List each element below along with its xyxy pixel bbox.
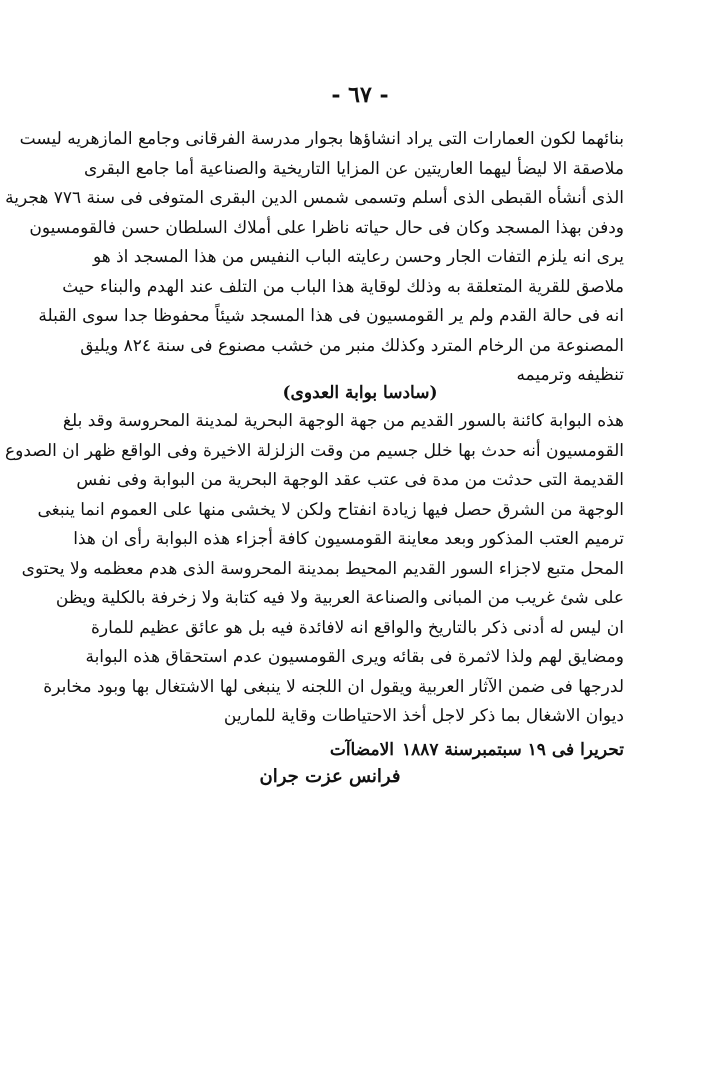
signatures-label: الامضاآت	[329, 740, 394, 760]
signer-name: فرانس عزت جران	[259, 766, 401, 787]
text-line: المحل متبع لاجزاء السور القديم المحيط بمدينة المحروسة الذى هدم معظمه ولا يحتوى	[21, 558, 624, 579]
text-line: الوجهة من الشرق حصل فيها زيادة انفتاح ولكن لا يخشى منها على العموم انما ينبغى	[37, 499, 624, 520]
text-line: ترميم العتب المذكور وبعد معاينة القومسيون كافة أجزاء هذه البوابة رأى ان هذا	[73, 529, 624, 549]
text-line: ومضايق لهم ولذا لاثمرة فى بقائه ويرى القومسيون عدم استحقاق هذه البوابة	[85, 647, 624, 667]
page-number: - ٦٧ -	[331, 82, 389, 108]
text-line: القومسيون أنه حدث بها خلل جسيم من وقت الزلزلة الاخيرة وفى الواقع ظهر ان الصدوع	[4, 440, 624, 461]
section-one-paragraph	[5, 125, 624, 391]
text-line: بنائهما لكون العمارات التى يراد انشاؤها بجوار مدرسة الفرقانى وجامع المازهريه ليست	[19, 129, 624, 149]
text-line: ملاصق للقرية المتعلقة به وذلك لوقاية هذا الباب من التلف عند الهدم والبناء حيث	[62, 276, 624, 297]
text-line: المصنوعة من الرخام المترد وكذلك منبر من خشب مصنوع فى سنة ٨٢٤ ويليق	[80, 335, 624, 356]
text-line: ودفن بهذا المسجد وكان فى حال حياته ناظرا على أملاك السلطان حسن فالقومسيون	[29, 217, 624, 238]
text-line: تنظيفه وترميمه	[516, 365, 624, 385]
text-line: على شئ غريب من المبانى والصناعة العربية ولا فيه كتابة ولا زخرفة بالكلية ويظن	[55, 588, 624, 608]
text-line: ديوان الاشغال بما ذكر لاجل أخذ الاحتياطات وقاية للمارين	[223, 706, 624, 726]
section-two-paragraph	[4, 407, 624, 732]
text-line: هذه البوابة كائنة بالسور القديم من جهة الوجهة البحرية لمدينة المحروسة وقد بلغ	[62, 411, 624, 431]
text-line: لدرجها فى ضمن الآثار العربية ويقول ان اللجنه لا ينبغى لها الاشتغال بها وبود مخابرة	[43, 676, 624, 697]
text-line: ملاصقة الا ليضأ ليهما العاريتين عن المزايا التاريخية والصناعية أما جامع البقرى	[84, 158, 624, 179]
text-line: انه فى حالة القدم ولم ير القومسيون فى هذا المسجد شيئاً محفوظا جدا سوى القبلة	[38, 306, 624, 326]
section-heading: (سادسا بوابة العدوى)	[282, 383, 438, 403]
text-line: الذى أنشأه القبطى الذى أسلم وتسمى شمس الدين البقرى المتوفى فى سنة ٧٧٦ هجرية	[5, 188, 624, 208]
text-line: يرى انه يلزم التفات الجار وحسن رعايته الباب النفيس من هذا المسجد اذ هو	[92, 247, 624, 267]
text-line: القديمة التى حدثت من مدة فى عتب عقد الوجهة البحرية من البوابة وفى نفس	[76, 470, 624, 490]
closing-row	[150, 735, 624, 765]
date-line: تحريرا فى ١٩ سبتمبرسنة ١٨٨٧	[401, 740, 624, 760]
text-line: ان ليس له أدنى ذكر بالتاريخ والواقع انه لافائدة فيه بل هو عائق عظيم للمارة	[90, 617, 624, 638]
